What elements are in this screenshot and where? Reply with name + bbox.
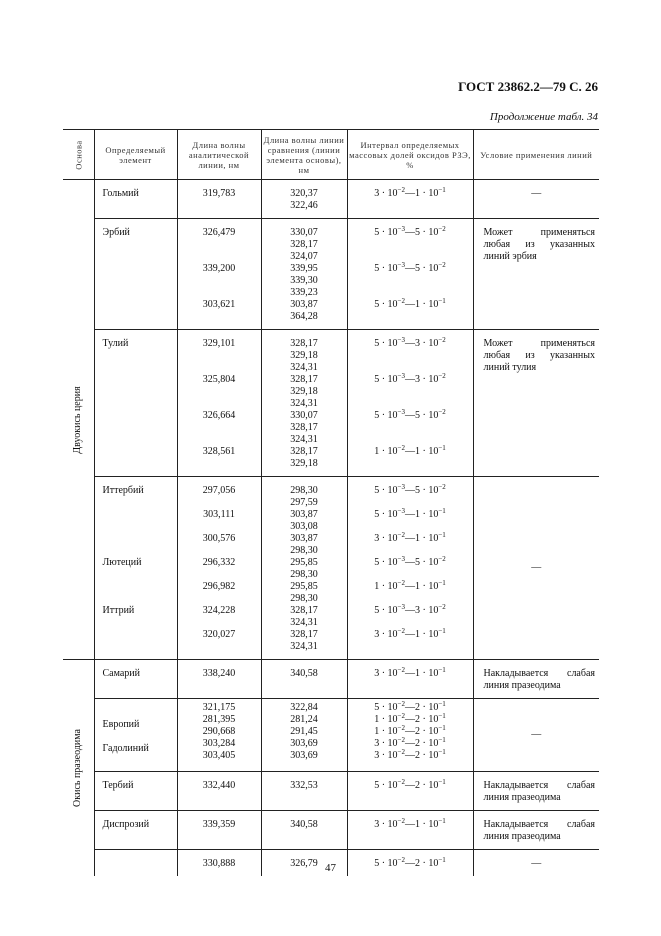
table-row <box>63 772 599 811</box>
element-cell: Диспрозий <box>94 811 177 850</box>
condition-cell: — <box>473 477 599 660</box>
col-header-reference-line: Длина волны линии сравнения (линии элемента основы), нм <box>261 130 347 180</box>
condition-cell: — <box>473 180 599 219</box>
range-cell: $5 \cdot 10^{-2}—2 \cdot 10^{-1}$ $1 \cdot 10^{-2}—2 \cdot 10^{-1}$ $1 \cdot 10^{-2}—2 \cdot 10^{-1}$ $3 \cdot 10^{-2}—2 \cdot 10^{-1}$ $3 \cdot 10^{-2}—2 \cdot 10^{-1}$ <box>347 699 473 772</box>
group-label-cerium: Двуокись церия <box>63 180 94 660</box>
condition-cell: Может применяться любая из указанных линий тулия <box>473 330 599 477</box>
reference-cell: 320,37 322,46 <box>261 180 347 219</box>
condition-cell: Накладывается слабая линия празеодима <box>473 660 599 699</box>
col-header-condition: Условие применения линий <box>473 130 599 180</box>
range-cell: $3 \cdot 10^{-2}—1 \cdot 10^{-1}$ <box>347 660 473 699</box>
table-row <box>63 699 599 772</box>
wavelength-cell: 297,056 303,111 300,576 296,332 296,982 324,228 320,027 <box>177 477 261 660</box>
condition-cell: Накладывается слабая линия празеодима <box>473 811 599 850</box>
range-cell: $5 \cdot 10^{-3}—3 \cdot 10^{-2}$ $5 \cdot 10^{-3}—3 \cdot 10^{-2}$ $5 \cdot 10^{-3}—5 \cdot 10^{-2}$ $1 \cdot 10^{-2}—1 \cdot 10^{-1}$ <box>347 330 473 477</box>
element-cell: Тулий <box>94 330 177 477</box>
reference-cell: 330,07 328,17 324,07 339,95 339,30 339,23 303,87 364,28 <box>261 219 347 330</box>
wavelength-cell: 339,359 <box>177 811 261 850</box>
wavelength-cell: 338,240 <box>177 660 261 699</box>
element-cell: Гольмий <box>94 180 177 219</box>
condition-cell: Может применяться любая из указанных линий эрбия <box>473 219 599 330</box>
group-label-praseodymium: Окись празеодима <box>63 660 94 877</box>
reference-cell: 326,79 <box>261 850 347 877</box>
wavelength-cell: 330,888 <box>177 850 261 877</box>
range-cell: $5 \cdot 10^{-3}—5 \cdot 10^{-2}$ $5 \cdot 10^{-3}—1 \cdot 10^{-1}$ $3 \cdot 10^{-2}—1 \cdot 10^{-1}$ $5 \cdot 10^{-3}—5 \cdot 10^{-2}$ $1 \cdot 10^{-2}—1 \cdot 10^{-1}$ $5 \cdot 10^{-3}—3 \cdot 10^{-2}$ $3 \cdot 10^{-2}—1 \cdot 10^{-1}$ <box>347 477 473 660</box>
page-number: 47 <box>325 862 336 874</box>
element-cell: Европий Гадолиний <box>94 699 177 772</box>
element-cell: Эрбий <box>94 219 177 330</box>
condition-cell: Накладывается слабая линия празеодима <box>473 772 599 811</box>
wavelength-cell: 329,101 325,804 326,664 328,561 <box>177 330 261 477</box>
reference-cell: 328,17 329,18 324,31 328,17 329,18 324,31 330,07 328,17 324,31 328,17 329,18 <box>261 330 347 477</box>
wavelength-cell: 326,479 339,200 303,621 <box>177 219 261 330</box>
reference-cell: 340,58 <box>261 811 347 850</box>
range-cell: $5 \cdot 10^{-2}—2 \cdot 10^{-1}$ <box>347 850 473 877</box>
element-cell: Самарий <box>94 660 177 699</box>
range-cell: $3 \cdot 10^{-2}—1 \cdot 10^{-1}$ <box>347 180 473 219</box>
element-cell: Иттербий Лютеций Иттрий <box>94 477 177 660</box>
reference-cell: 340,58 <box>261 660 347 699</box>
spectral-lines-table <box>63 129 599 876</box>
range-cell: $3 \cdot 10^{-2}—1 \cdot 10^{-1}$ <box>347 811 473 850</box>
col-header-element: Определяемый элемент <box>94 130 177 180</box>
table-row <box>63 180 599 219</box>
reference-cell: 298,30 297,59 303,87 303,08 303,87 298,30 295,85 298,30 295,85 298,30 328,17 324,31 328,17 324,31 <box>261 477 347 660</box>
col-header-range: Интервал определяемых массовых долей оксидов РЗЭ, % <box>347 130 473 180</box>
reference-cell: 332,53 <box>261 772 347 811</box>
col-header-analytical-line: Длина волны аналитической линии, нм <box>177 130 261 180</box>
table-row <box>63 219 599 330</box>
range-cell: $5 \cdot 10^{-2}—2 \cdot 10^{-1}$ <box>347 772 473 811</box>
wavelength-cell: 332,440 <box>177 772 261 811</box>
table-continuation-label: Продолжение табл. 34 <box>489 111 598 123</box>
condition-cell: — <box>473 850 599 877</box>
table-row <box>63 477 599 660</box>
element-cell: Тербий <box>94 772 177 811</box>
wavelength-cell: 321,175 281,395 290,668 303,284 303,405 <box>177 699 261 772</box>
table-row <box>63 660 599 699</box>
standard-header: ГОСТ 23862.2—79 С. 26 <box>458 79 598 94</box>
table-row <box>63 330 599 477</box>
reference-cell: 322,84 281,24 291,45 303,69 303,69 <box>261 699 347 772</box>
table-header-row <box>63 130 599 180</box>
condition-cell: — <box>473 699 599 772</box>
col-header-base: Основа <box>63 130 94 180</box>
range-cell: $5 \cdot 10^{-3}—5 \cdot 10^{-2}$ $5 \cdot 10^{-3}—5 \cdot 10^{-2}$ $5 \cdot 10^{-2}—1 \cdot 10^{-1}$ <box>347 219 473 330</box>
table-row <box>63 811 599 850</box>
wavelength-cell: 319,783 <box>177 180 261 219</box>
